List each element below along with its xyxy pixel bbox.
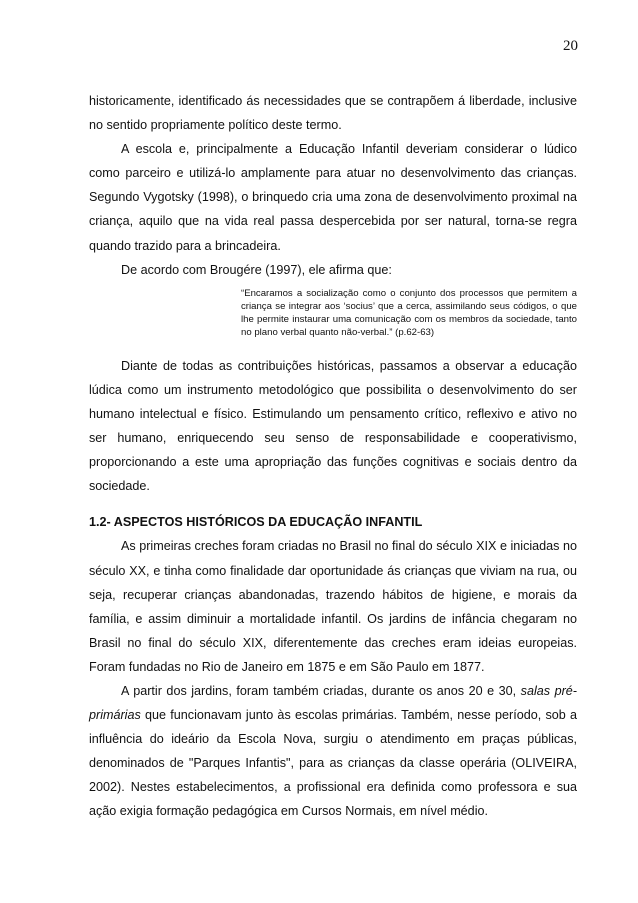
paragraph-creches: As primeiras creches foram criadas no Brasil no final do século XIX e iniciadas no século XX, e tinha como finalidade dar oportunidade ás crianças que viviam na rua, ou seja, recuperar crianças abandonadas, trazendo hábitos de higiene, e morais da família, e assim diminuir a mortalidade infantil. Os jardins de infância chegaram no Brasil no final do século XIX, diferentemente das creches eram ideias europeias. Foram fundadas no Rio de Janeiro em 1875 e em São Paulo em 1877. (89, 539, 577, 674)
page-number: 20 (563, 38, 578, 54)
paragraph-ludico: A escola e, principalmente a Educação Infantil deveriam considerar o lúdico como parceiro e utilizá-lo amplamente para atuar no desenvolvimento das crianças. Segundo Vygotsky (1998), o brinquedo cria uma zona de desenvolvimento proximal na criança, aquilo que na vida real passa despercebida por ser natural, torna-se regra quando trazido para a brincadeira. (89, 142, 577, 253)
italic-term: salas pré-primárias (89, 683, 577, 723)
paragraph-jardins-start: A partir dos jardins, foram também criadas, durante os anos 20 e 30, (121, 683, 521, 698)
section-heading: 1.2- ASPECTOS HISTÓRICOS DA EDUCAÇÃO INFANTIL (89, 515, 423, 530)
paragraph-jardins (89, 679, 577, 824)
block-quote: “Encaramos a socialização como o conjunto dos processos que permitem a criança se integrar aos ‘socius’ que a cerca, assimilando seus códigos, o que lhe permite instaurar uma comunicação com os membros da sociedade, tanto no plano verbal quanto não-verbal.” (p.62-63) (241, 287, 577, 338)
body-text (89, 89, 577, 824)
paragraph-jardins-end: que funcionavam junto às escolas primárias. Também, nesse período, sob a influência do ideário da Escola Nova, surgiu o atendimento em praças públicas, denominados de "Parques Infantis", para as crianças da classe operária (OLIVEIRA, 2002). Nestes estabelecimentos, a profissional era definida como professora e sua ação exigia formação pedagógica em Cursos Normais, em nível médio. (89, 708, 577, 819)
paragraph-intro: historicamente, identificado ás necessidades que se contrapõem á liberdade, inclusive no sentido propriamente político deste termo. (89, 94, 577, 133)
paragraph-brougere-intro: De acordo com Brougére (1997), ele afirma que: (121, 262, 392, 277)
paragraph-contribuicoes: Diante de todas as contribuições históricas, passamos a observar a educação lúdica como um instrumento metodológico que possibilita o desenvolvimento do ser humano intelectual e físico. Estimulando um pensamento crítico, reflexivo e ativo no ser humano, enriquecendo seu senso de responsabilidade e cooperativismo, proporcionando a este uma apropriação das funções cognitivas e sociais dentro da sociedade. (89, 358, 577, 494)
